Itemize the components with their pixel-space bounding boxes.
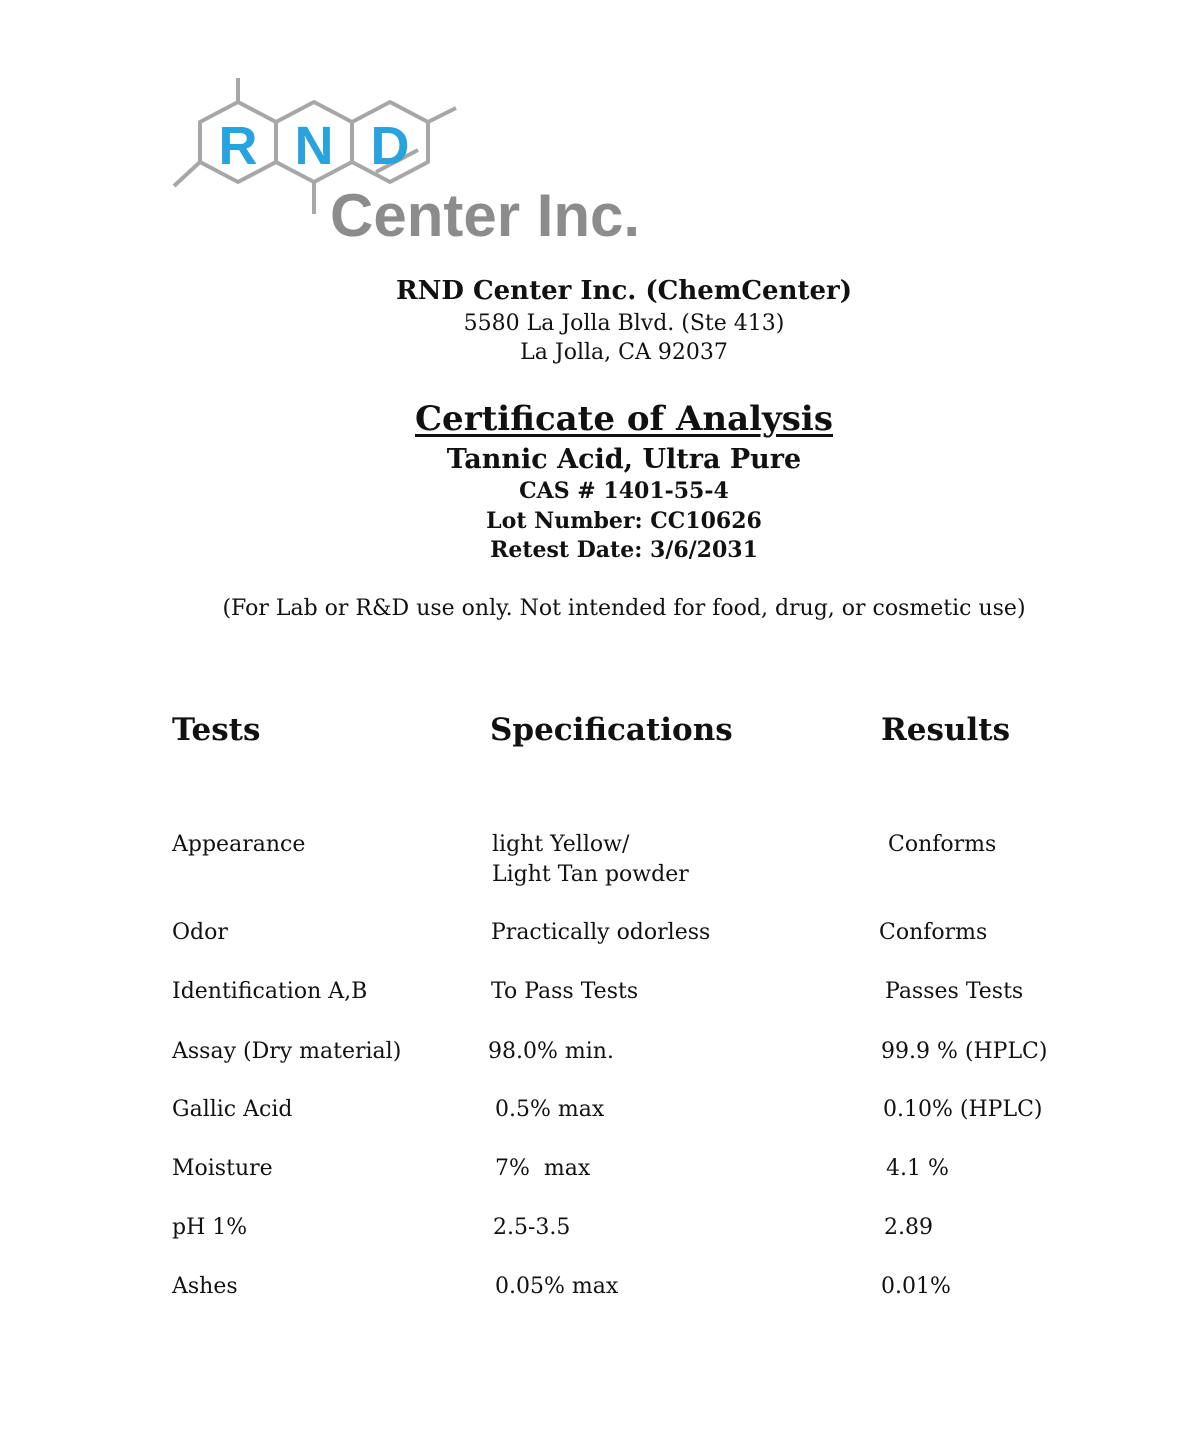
test-name: Odor [172,920,228,945]
test-name: pH 1% [172,1215,248,1240]
company-name: RND Center Inc. (ChemCenter) [395,276,853,306]
cas-number: CAS # 1401-55-4 [519,478,729,504]
lot-number: Lot Number: CC10626 [486,508,762,534]
usage-disclaimer: (For Lab or R&D use only. Not intended for food, drug, or cosmetic use) [222,596,1026,621]
company-address-line1: 5580 La Jolla Blvd. (Ste 413) [463,311,785,336]
test-name: Identification A,B [172,979,368,1004]
test-specification: To Pass Tests [491,979,639,1004]
test-specification: 0.05% max [495,1274,619,1299]
column-header-tests: Tests [172,712,261,748]
test-result: 0.10% (HPLC) [883,1097,1043,1122]
column-header-specifications: Specifications [490,712,733,748]
test-name: Assay (Dry material) [172,1039,402,1064]
logo-subtitle: Center Inc. [330,182,641,249]
column-header-results: Results [881,712,1011,748]
test-specification: 2.5-3.5 [493,1215,571,1240]
logo-letter-d: D [370,116,410,176]
retest-date: Retest Date: 3/6/2031 [490,537,758,563]
test-result: Passes Tests [885,979,1024,1004]
test-result: 2.89 [884,1215,933,1240]
test-name: Ashes [172,1274,238,1299]
test-result: 4.1 % [886,1156,949,1181]
test-specification: Practically odorless [491,920,711,945]
test-name: Gallic Acid [172,1097,293,1122]
test-name: Appearance [172,832,306,857]
test-name: Moisture [172,1156,273,1181]
logo-letter-n: N [294,116,334,176]
product-name: Tannic Acid, Ultra Pure [446,444,802,475]
test-result: Conforms [888,832,997,857]
certificate-title: Certificate of Analysis [415,399,833,439]
test-specification: 7% max [495,1156,591,1181]
test-result: Conforms [879,920,988,945]
company-address-line2: La Jolla, CA 92037 [520,340,728,365]
test-result: 0.01% [881,1274,951,1299]
test-specification: light Yellow/ [492,832,630,857]
test-specification: 98.0% min. [488,1039,614,1064]
test-specification: 0.5% max [495,1097,605,1122]
company-logo [168,74,668,249]
logo-graphic [168,74,668,249]
test-specification-line2: Light Tan powder [492,862,689,887]
test-result: 99.9 % (HPLC) [881,1039,1048,1064]
logo-letter-r: R [218,116,258,176]
